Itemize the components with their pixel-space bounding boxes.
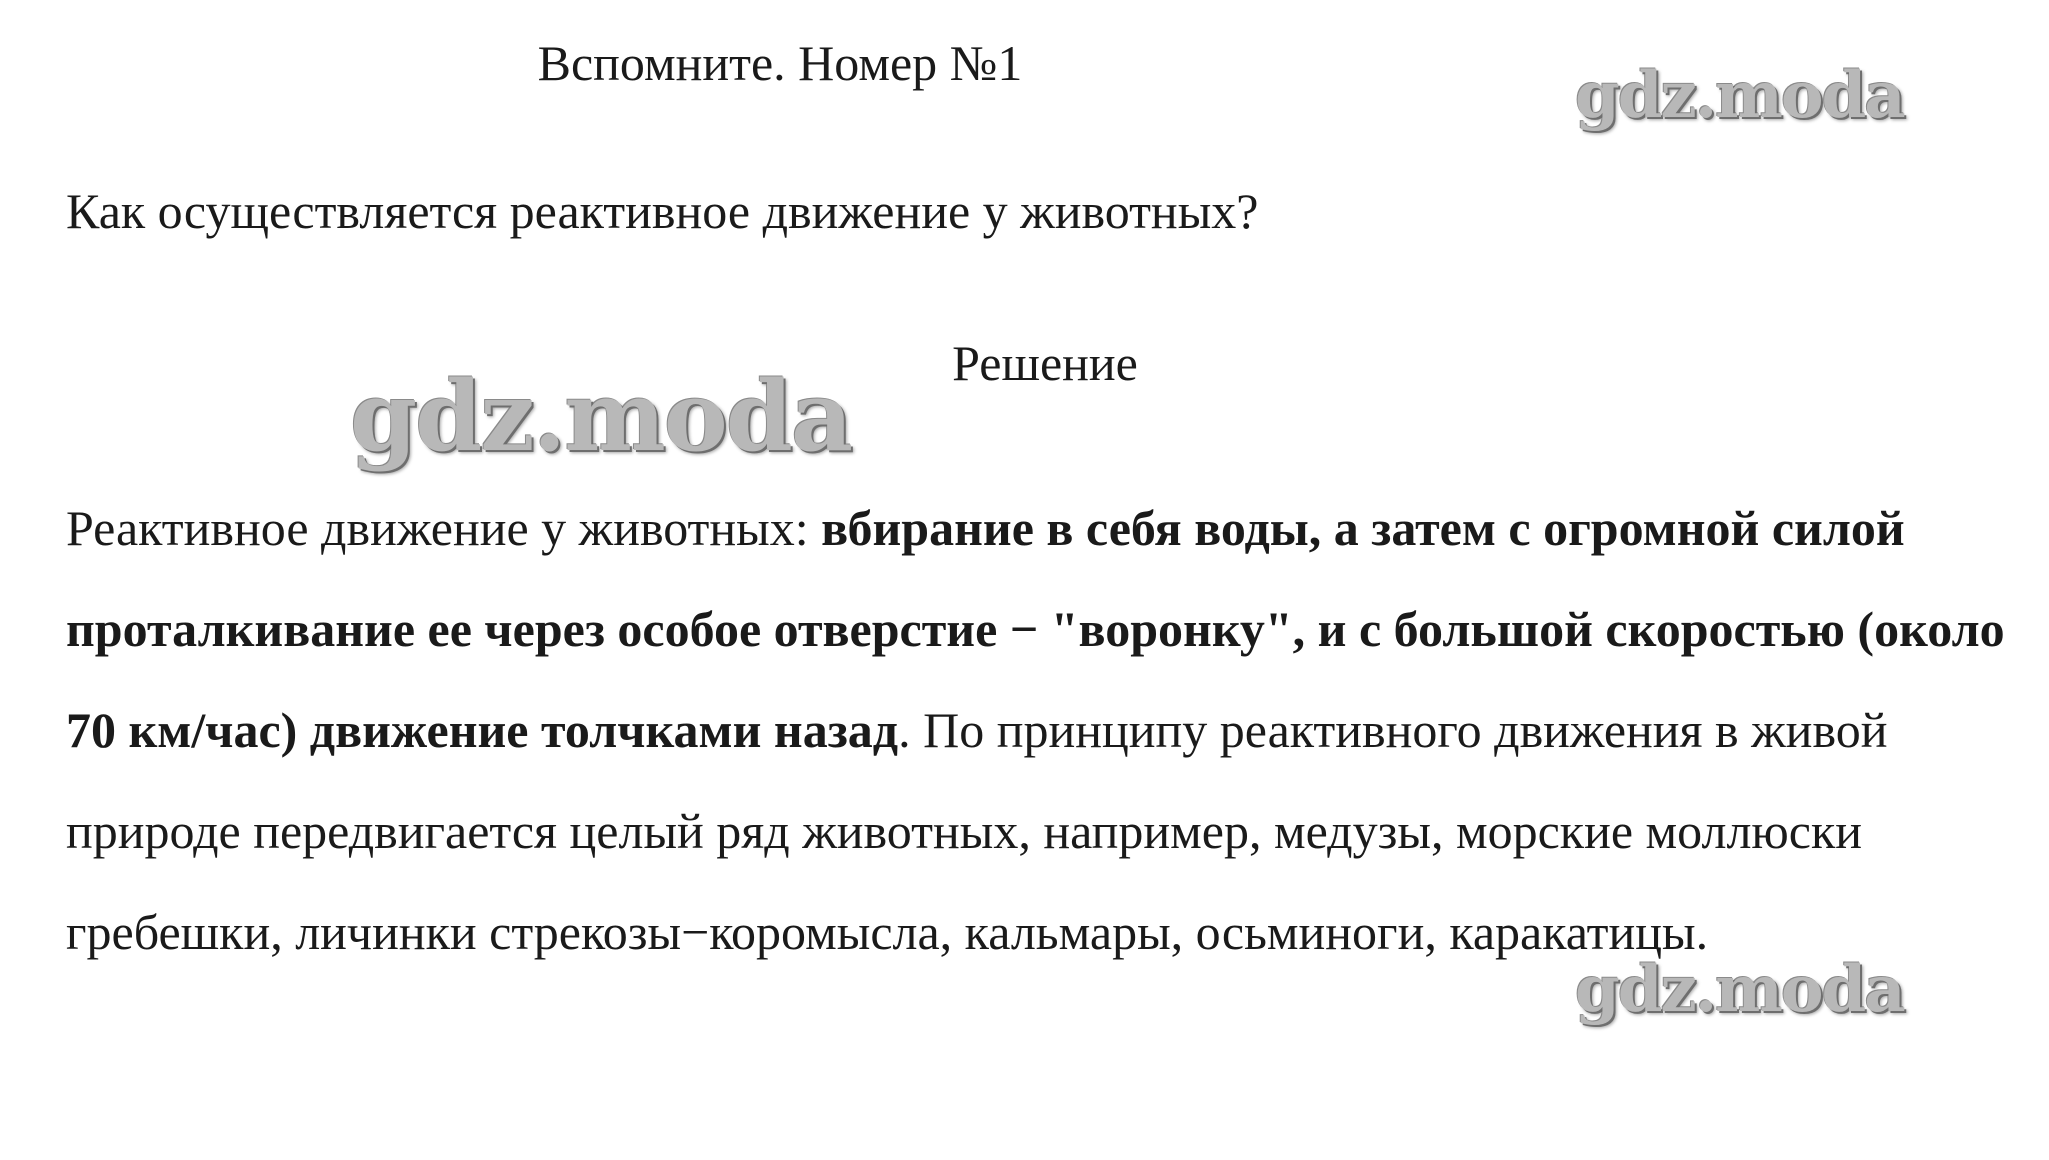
- answer-paragraph: [66, 478, 2026, 983]
- watermark-logo: gdz.moda: [350, 360, 852, 473]
- solution-heading: Решение: [952, 335, 1138, 391]
- question-text: Как осуществляется реактивное движение у животных?: [66, 183, 1259, 239]
- watermark-logo: gdz.moda: [1575, 58, 1904, 133]
- answer-rest: . По принципу реактивного движения в живой природе передвигается целый ряд животных, например, медузы, морские моллюски гребешки, личинки стрекозы−коромысла, кальмары, осьминоги, каракатицы.: [66, 702, 1888, 960]
- page-heading: Вспомните. Номер №1: [537, 35, 1023, 91]
- answer-intro: Реактивное движение у животных:: [66, 500, 822, 556]
- answer-bold-text: вбирание в себя воды, а затем с огромной силой проталкивание ее через особое отверстие − "воронку", и с большой скоростью (около 70 км/час) движение толчками назад: [66, 500, 2005, 758]
- watermark-logo: gdz.moda: [1575, 952, 1904, 1027]
